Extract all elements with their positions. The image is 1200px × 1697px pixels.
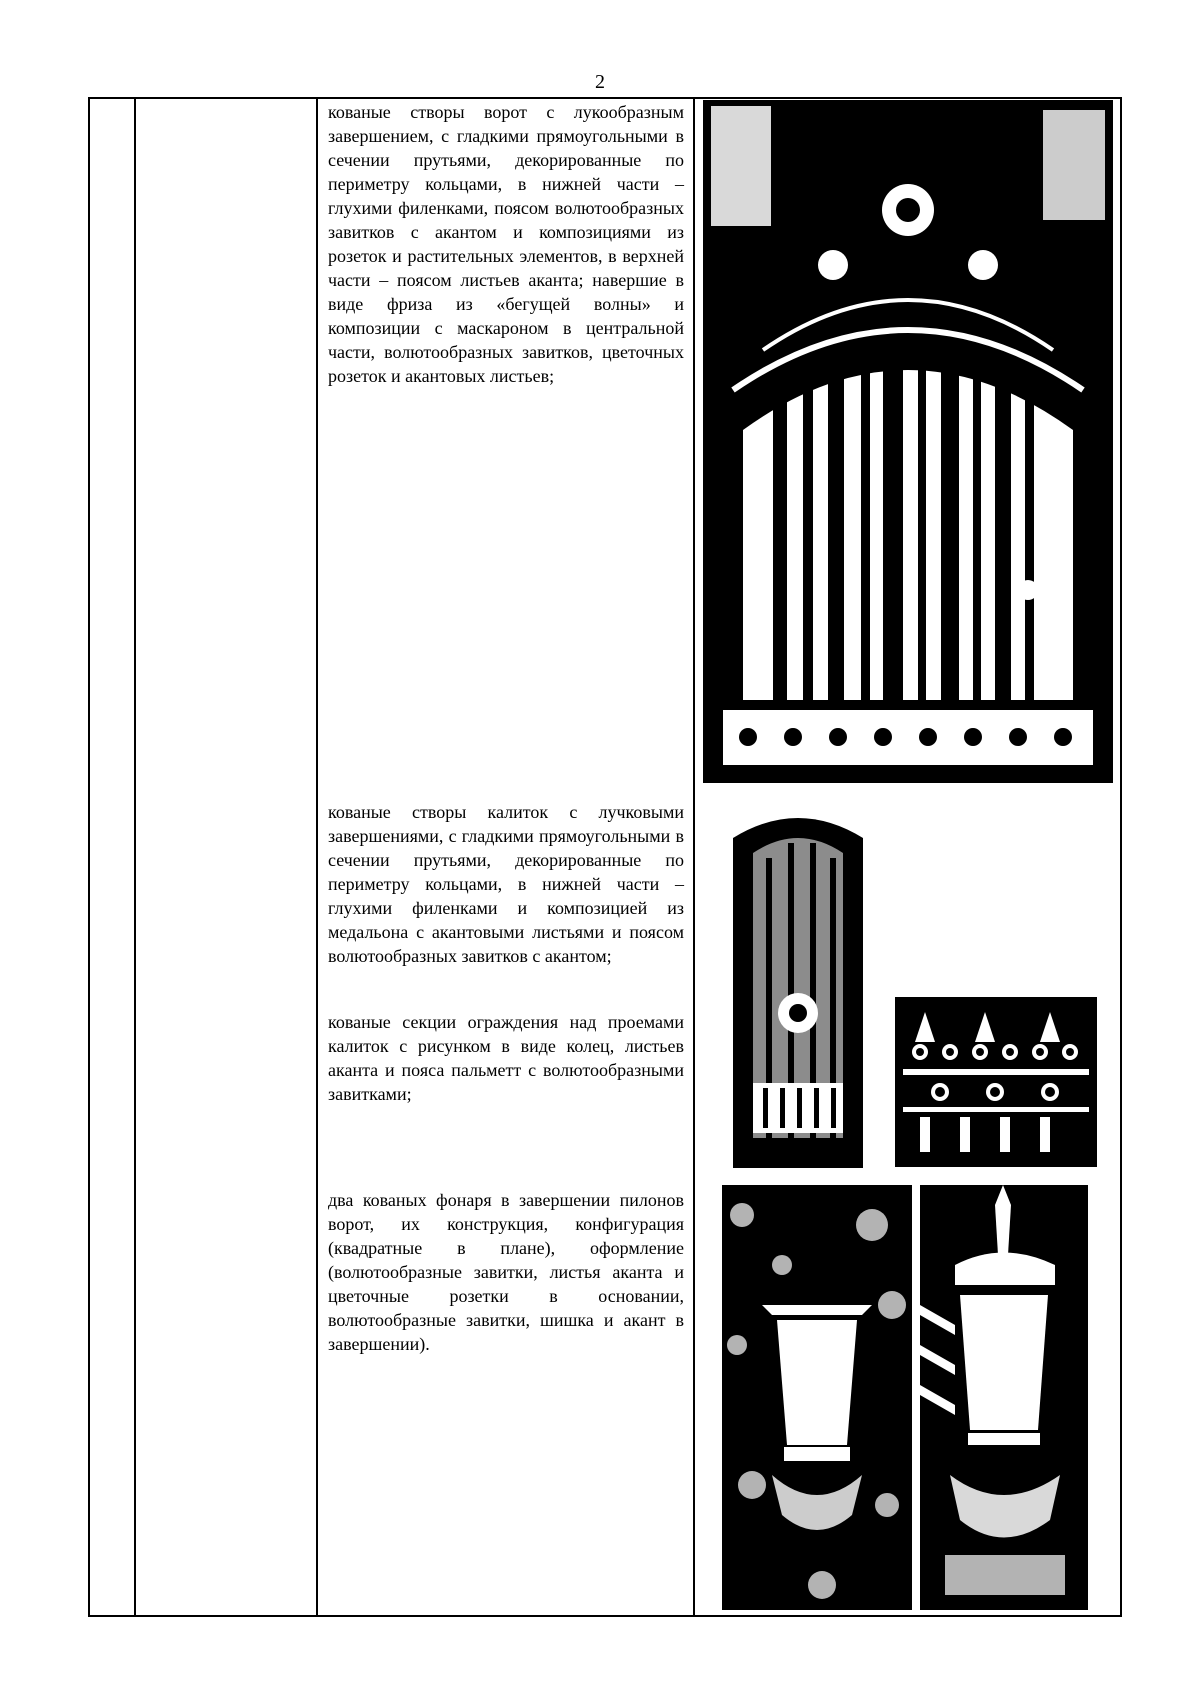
fence-section-description: кованые секции ограждения над проемами калиток с рисунком в виде колец, листьев аканта и пояса пальметт с волютообразными завитками; xyxy=(328,1012,684,1104)
table-column-line-1 xyxy=(88,97,90,1617)
table-border-bottom xyxy=(88,1615,1122,1617)
page-number: 2 xyxy=(595,71,605,93)
lantern-photo-right xyxy=(920,1185,1088,1610)
fence-section-photo xyxy=(895,997,1097,1167)
table-column-line-2 xyxy=(134,97,136,1617)
table-column-line-5 xyxy=(1120,97,1122,1617)
wicket-description: кованые створы калиток с лучковыми завершениями, с гладкими прямоугольными в сечении прутьями, декорированные по периметру кольцами, в нижней части – глухими филенками и композицией из медальона с акантовыми листьями и поясом волютообразных завитков с акантом; xyxy=(328,802,684,966)
wicket-photo xyxy=(718,798,878,1188)
gate-description: кованые створы ворот с лукообразным завершением, с гладкими прямоугольными в сечении прутьями, декорированные по периметру кольцами, в нижней части – глухими филенками, поясом волютообразных завитков с акантом и композициями из розеток и растительных элементов, в верхней части – поясом листьев аканта; навершие в виде фриза из «бегущей волны» и композиции с маскароном в центральной части, волютообразных завитков, цветочных розеток и акантовых листьев; xyxy=(328,102,684,386)
lanterns-description: два кованых фонаря в завершении пилонов ворот, их конструкция, конфигурация (квадратные в плане), оформление (волютообразные завитки, листья аканта и цветочные розетки в основании, волютообразные завитки, шишка и акант в завершении). xyxy=(328,1190,684,1354)
gate-photo xyxy=(703,100,1113,783)
table-border-top xyxy=(88,97,1122,99)
table-column-line-4 xyxy=(693,97,695,1617)
lantern-photo-left xyxy=(722,1185,912,1610)
table-column-line-3 xyxy=(316,97,318,1617)
